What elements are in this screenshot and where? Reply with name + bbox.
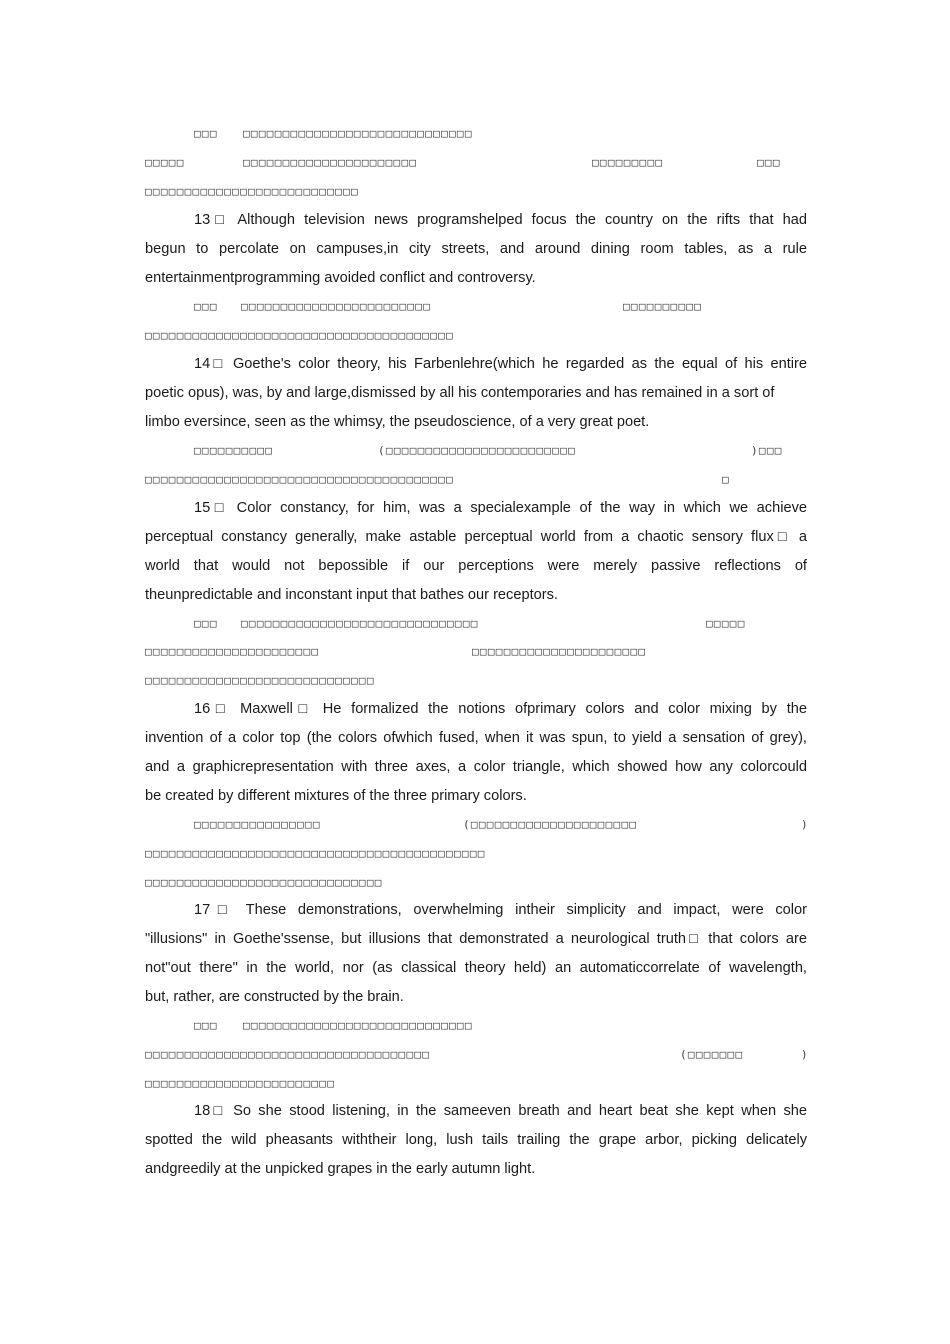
p17-en-line-1: 17□ These demonstrations, overwhelming intheir simplicity and impact, were color — [194, 902, 807, 918]
p18-en-line-1: 18□ So she stood listening, in the sameeven breath and heart beat she kept when she — [194, 1103, 807, 1119]
p16-en-line-2: invention of a color top (the colors ofwhich fused, when it was spun, to yield a sensation of grey), — [145, 730, 807, 746]
p17-zh-line-3: □□□□□□□□□□□□□□□□□□□□□□□□ — [145, 1077, 336, 1090]
p13-en-line-1: 13□ Although television news programshelped focus the country on the rifts that had — [194, 212, 807, 228]
p14-en-line-1: 14□ Goethe's color theory, his Farbenlehre(which he regarded as the equal of his entire — [194, 356, 807, 372]
p13-zh-line-1-a: □□□ — [194, 300, 218, 313]
p12-zh-line-1-a: □□□ — [194, 127, 218, 140]
p17-zh-line-2-c: ) — [801, 1048, 809, 1061]
p17-zh-line-1-a: □□□ — [194, 1019, 218, 1032]
p16-zh-line-1-b: (□□□□□□□□□□□□□□□□□□□□□ — [463, 818, 638, 831]
p15-en-line-3: world that would not bepossible if our perceptions were merely passive reflections of — [145, 558, 807, 574]
p14-zh-line-2-b: □ — [722, 473, 730, 486]
p18-en-line-2: spotted the wild pheasants withtheir long, lush tails trailing the grape arbor, picking delicately — [145, 1132, 807, 1148]
p13-en-line-2: begun to percolate on campuses,in city streets, and around dining room tables, as a rule — [145, 241, 807, 257]
p17-zh-line-1-b: □□□□□□□□□□□□□□□□□□□□□□□□□□□□□ — [243, 1019, 473, 1032]
p15-zh-line-1-a: □□□ — [194, 617, 218, 630]
p17-en-line-4: but, rather, are constructed by the brain. — [145, 989, 404, 1005]
p16-zh-line-1-a: □□□□□□□□□□□□□□□□ — [194, 818, 321, 831]
p14-zh-line-2-a: □□□□□□□□□□□□□□□□□□□□□□□□□□□□□□□□□□□□□□□ — [145, 473, 454, 486]
p13-en-line-3: entertainmentprogramming avoided conflict and controversy. — [145, 270, 536, 286]
p13-zh-line-1-b: □□□□□□□□□□□□□□□□□□□□□□□□ — [241, 300, 432, 313]
p13-zh-line-1-c: □□□□□□□□□□ — [623, 300, 703, 313]
p16-en-line-3: and a graphicrepresentation with three axes, a color triangle, which showed how any colorcould — [145, 759, 807, 775]
p16-zh-line-1-c: ) — [801, 818, 809, 831]
p12-zh-line-2-a: □□□□□ — [145, 156, 185, 169]
p14-zh-line-1-c: )□□□ — [751, 444, 783, 457]
p12-zh-line-2-d: □□□ — [757, 156, 781, 169]
p16-zh-line-2: □□□□□□□□□□□□□□□□□□□□□□□□□□□□□□□□□□□□□□□□□□□ — [145, 847, 486, 860]
p16-zh-line-3: □□□□□□□□□□□□□□□□□□□□□□□□□□□□□□ — [145, 876, 383, 889]
p14-zh-line-1-b: (□□□□□□□□□□□□□□□□□□□□□□□□ — [378, 444, 577, 457]
p15-zh-line-3: □□□□□□□□□□□□□□□□□□□□□□□□□□□□□ — [145, 674, 375, 687]
p16-en-line-1: 16□ Maxwell□ He formalized the notions ofprimary colors and color mixing by the — [194, 701, 807, 717]
p17-zh-line-2-a: □□□□□□□□□□□□□□□□□□□□□□□□□□□□□□□□□□□□ — [145, 1048, 431, 1061]
p14-en-line-2: poetic opus), was, by and large,dismissed by all his contemporaries and has remained in a sort of — [145, 385, 775, 401]
p18-en-line-3: andgreedily at the unpicked grapes in the early autumn light. — [145, 1161, 536, 1177]
p17-en-line-3: not"out there" in the world, nor (as classical theory held) an automaticcorrelate of wavelength, — [145, 960, 807, 976]
p15-zh-line-2-a: □□□□□□□□□□□□□□□□□□□□□□ — [145, 645, 320, 658]
p12-zh-line-2-c: □□□□□□□□□ — [592, 156, 664, 169]
p17-en-line-2: "illusions" in Goethe'ssense, but illusions that demonstrated a neurological truth□ that colors are — [145, 931, 807, 947]
p17-zh-line-2-b: (□□□□□□□ — [680, 1048, 744, 1061]
p15-en-line-2: perceptual constancy generally, make astable perceptual world from a chaotic sensory flux□ a — [145, 529, 807, 545]
p12-zh-line-1-b: □□□□□□□□□□□□□□□□□□□□□□□□□□□□□ — [243, 127, 473, 140]
p13-zh-line-2: □□□□□□□□□□□□□□□□□□□□□□□□□□□□□□□□□□□□□□□ — [145, 329, 454, 342]
p14-zh-line-1-a: □□□□□□□□□□ — [194, 444, 274, 457]
p15-zh-line-1-c: □□□□□ — [706, 617, 746, 630]
p12-zh-line-3: □□□□□□□□□□□□□□□□□□□□□□□□□□□ — [145, 185, 359, 198]
p15-zh-line-1-b: □□□□□□□□□□□□□□□□□□□□□□□□□□□□□□ — [241, 617, 479, 630]
p12-zh-line-2-b: □□□□□□□□□□□□□□□□□□□□□□ — [243, 156, 418, 169]
p14-en-line-3: limbo eversince, seen as the whimsy, the pseudoscience, of a very great poet. — [145, 414, 650, 430]
p15-en-line-4: theunpredictable and inconstant input that bathes our receptors. — [145, 587, 558, 603]
p15-en-line-1: 15□ Color constancy, for him, was a specialexample of the way in which we achieve — [194, 500, 807, 516]
p15-zh-line-2-b: □□□□□□□□□□□□□□□□□□□□□□ — [472, 645, 647, 658]
p16-en-line-4: be created by different mixtures of the three primary colors. — [145, 788, 527, 804]
